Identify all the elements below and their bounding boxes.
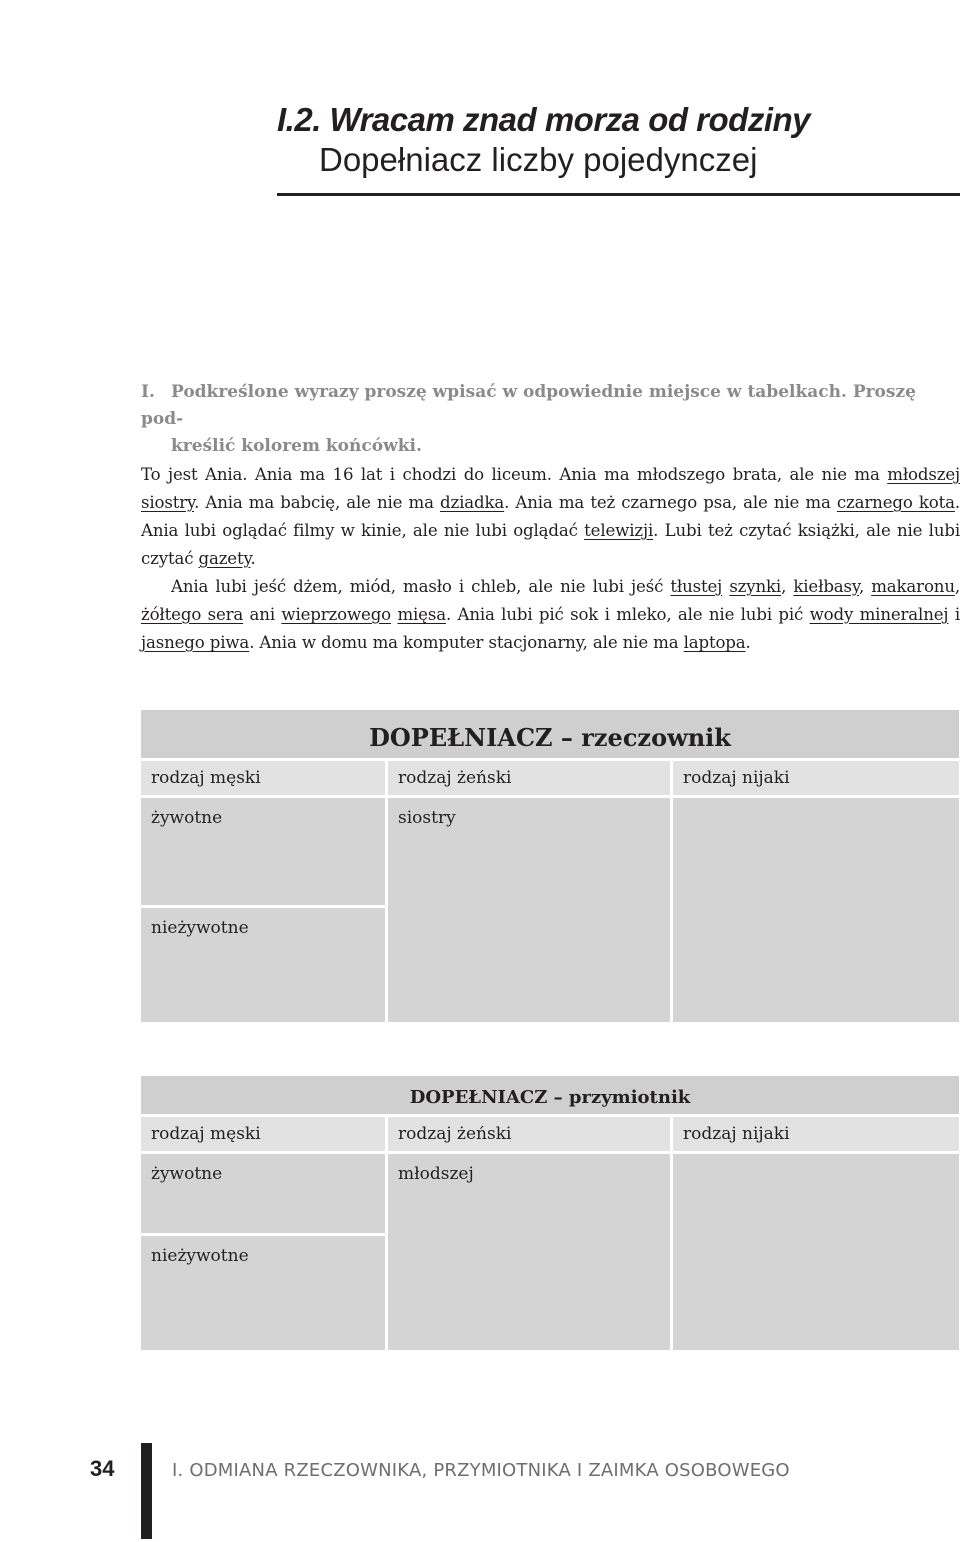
text-run: . Ania ma też czarnego psa, ale nie ma: [504, 493, 837, 512]
text-run: . Ania ma babcię, ale nie ma: [194, 493, 441, 512]
paragraph-1: [141, 461, 960, 573]
underlined-word: siostry: [141, 493, 195, 512]
text-run: ani: [243, 605, 282, 624]
col-masculine: rodzaj męski: [141, 1117, 388, 1154]
col-neuter: rodzaj nijaki: [673, 1117, 959, 1154]
chapter-header: [277, 100, 960, 180]
text-run: . Lubi też czytać książki, ale nie lubi czytać: [141, 521, 960, 568]
instruction-line-1: Podkreślone wyrazy proszę wpisać w odpowiednie miejsce w tabelkach. Proszę pod-: [141, 382, 916, 429]
neuter-answer-cell: [673, 798, 959, 1025]
text-run: Ania lubi jeść dżem, miód, masło i chleb, ale nie lubi jeść: [171, 577, 671, 596]
underlined-word: gazety: [198, 549, 251, 568]
row-inanimate: nieżywotne: [141, 908, 388, 1025]
feminine-answer-cell: siostry: [388, 798, 673, 1025]
col-feminine: rodzaj żeński: [388, 1117, 673, 1154]
underlined-word: telewizji: [584, 521, 654, 540]
text-run: .: [745, 633, 751, 652]
row-inanimate: nieżywotne: [141, 1236, 388, 1353]
paragraph-2: [141, 573, 960, 657]
underlined-word: laptopa: [683, 633, 746, 652]
exercise-marker: I.: [141, 382, 155, 402]
col-neuter: rodzaj nijaki: [673, 761, 959, 798]
underlined-word: wody mineralnej: [809, 605, 949, 624]
text-run: . Ania lubi oglądać filmy w kinie, ale nie lubi oglądać: [141, 493, 960, 540]
text-run: ,: [858, 577, 872, 596]
header-rule: [277, 193, 960, 196]
underlined-word: młodszej: [887, 465, 960, 484]
underlined-word: tłustej: [670, 577, 723, 596]
col-feminine: rodzaj żeński: [388, 761, 673, 798]
underlined-word: makaronu: [871, 577, 955, 596]
text-run: ,: [954, 577, 960, 596]
col-masculine: rodzaj męski: [141, 761, 388, 798]
row-animate: żywotne: [141, 1154, 388, 1236]
text-run: i: [948, 605, 960, 624]
running-footer: I. ODMIANA RZECZOWNIKA, PRZYMIOTNIKA I ZAIMKA OSOBOWEGO: [172, 1460, 790, 1481]
text-run: . Ania lubi pić sok i mleko, ale nie lubi pić: [445, 605, 810, 624]
section-number: I.2.: [277, 101, 321, 138]
underlined-word: szynki: [729, 577, 782, 596]
text-run: To jest Ania. Ania ma 16 lat i chodzi do liceum. Ania ma młodszego brata, ale nie ma: [141, 465, 888, 484]
underlined-word: żółtego sera: [141, 605, 244, 624]
underlined-word: jasnego piwa: [141, 633, 250, 652]
text-run: .: [250, 549, 256, 568]
footer-bar: [141, 1443, 152, 1539]
section-title: Wracam znad morza od rodziny: [329, 101, 811, 138]
feminine-answer-cell: młodszej: [388, 1154, 673, 1353]
underlined-word: kiełbasy: [793, 577, 859, 596]
exercise-instruction: [141, 379, 960, 460]
adjective-genitive-table: [141, 1076, 959, 1353]
reading-text: [141, 461, 960, 657]
adjective-table-title: DOPEŁNIACZ – przymiotnik: [141, 1076, 959, 1117]
page-subtitle: Dopełniacz liczby pojedynczej: [319, 141, 758, 178]
noun-genitive-table: [141, 710, 959, 1025]
underlined-word: czarnego kota: [836, 493, 955, 512]
text-run: . Ania w domu ma komputer stacjonarny, ale nie ma: [249, 633, 684, 652]
noun-table-title: DOPEŁNIACZ – rzeczownik: [141, 710, 959, 761]
underlined-word: mięsa: [397, 605, 446, 624]
row-animate: żywotne: [141, 798, 388, 908]
instruction-line-2: kreślić kolorem końcówki.: [171, 436, 422, 456]
neuter-answer-cell: [673, 1154, 959, 1353]
text-run: ,: [781, 577, 794, 596]
page-title: [277, 100, 960, 140]
underlined-word: dziadka: [440, 493, 505, 512]
page-number: 34: [90, 1456, 115, 1481]
underlined-word: wieprzowego: [281, 605, 392, 624]
